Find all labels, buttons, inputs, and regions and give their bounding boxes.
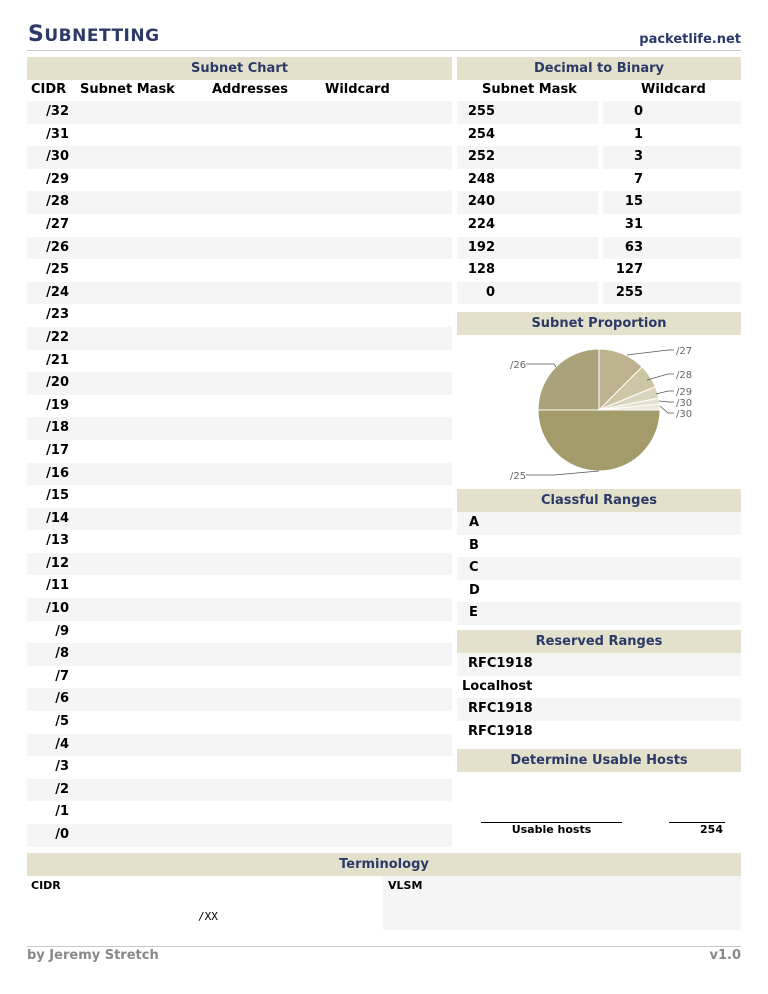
cidr-value: /7	[55, 668, 69, 684]
subnet-chart-column-headers	[27, 80, 452, 102]
page-title: SUBNETTING	[28, 22, 160, 47]
subnet-chart-row	[27, 237, 452, 260]
subnet-chart-row	[27, 734, 452, 757]
subnet-chart-row	[27, 304, 452, 327]
subnet-chart-row	[27, 643, 452, 666]
subnet-chart-row	[27, 711, 452, 734]
pie-leader-line	[526, 471, 599, 475]
subnet-chart-row	[27, 530, 452, 553]
cidr-value: /5	[55, 714, 69, 730]
reserved-range-row: Localhost	[462, 678, 533, 694]
mask-value: 248	[467, 171, 495, 187]
cidr-value: /3	[55, 759, 69, 775]
mask-value: 192	[467, 239, 495, 255]
column-header-addresses: Addresses	[212, 82, 288, 97]
subnet-chart-row	[27, 101, 452, 124]
pie-slice-label: /26	[510, 360, 527, 371]
wildcard-cell	[603, 259, 741, 282]
decimal-to-binary-row	[457, 169, 741, 192]
footer-author: by Jeremy Stretch	[27, 948, 159, 963]
cidr-value: /23	[46, 307, 69, 323]
decimal-to-binary-row	[457, 146, 741, 169]
cidr-value: /8	[55, 646, 69, 662]
subnet-chart-row	[27, 282, 452, 305]
cidr-value: /12	[46, 555, 69, 571]
cidr-value: /14	[46, 510, 69, 526]
pie-slice-label: /28	[676, 370, 693, 381]
pie-leader-line	[647, 374, 674, 380]
wildcard-value: 1	[633, 126, 643, 142]
cidr-value: /11	[46, 578, 69, 594]
usable-hosts-heading: Determine Usable Hosts	[457, 749, 741, 772]
subnet-chart-row	[27, 146, 452, 169]
cidr-value: /10	[46, 601, 69, 617]
terminology-vlsm-label: VLSM	[388, 879, 423, 892]
cidr-value: /21	[46, 352, 69, 368]
reserved-range-row: RFC1918	[457, 653, 741, 676]
column-header-subnet-mask: Subnet Mask	[482, 82, 577, 97]
cidr-value: /32	[46, 104, 69, 119]
mask-cell	[457, 101, 598, 124]
classful-range-row: D	[469, 582, 480, 598]
mask-cell	[457, 237, 598, 260]
decimal-to-binary-row	[457, 259, 741, 282]
subnet-chart-row	[27, 801, 452, 824]
mask-cell	[457, 214, 598, 237]
wildcard-value: 15	[624, 194, 643, 210]
cidr-value: /2	[55, 781, 69, 797]
mask-cell	[457, 191, 598, 214]
terminology-cidr-example: /XX	[198, 910, 218, 923]
usable-hosts-value: 254	[700, 823, 723, 836]
wildcard-value: 63	[624, 239, 643, 255]
subnet-chart-row	[27, 124, 452, 147]
cidr-value: /28	[46, 194, 69, 210]
reserved-ranges-heading: Reserved Ranges	[457, 630, 741, 653]
cidr-value: /24	[46, 284, 69, 300]
pie-leader-line	[660, 406, 674, 413]
column-header-cidr: CIDR	[31, 82, 67, 97]
mask-value: 255	[467, 104, 495, 119]
cidr-value: /19	[46, 397, 69, 413]
subnet-chart-row	[27, 575, 452, 598]
terminology-cidr-label: CIDR	[31, 879, 61, 892]
subnet-chart-row	[27, 372, 452, 395]
pie-slice-label: /30	[676, 409, 693, 420]
mask-value: 252	[467, 149, 495, 165]
cidr-value: /15	[46, 488, 69, 504]
wildcard-value: 255	[615, 284, 643, 300]
subnet-chart-row	[27, 350, 452, 373]
subnet-chart-rows	[27, 101, 452, 847]
cidr-value: /1	[55, 804, 69, 820]
subnet-chart-row	[27, 395, 452, 418]
cidr-value: /29	[46, 171, 69, 187]
pie-slice	[538, 410, 660, 471]
classful-ranges-rows	[457, 512, 741, 625]
mask-cell	[457, 259, 598, 282]
cidr-value: /31	[46, 126, 69, 142]
subnet-chart-row	[27, 621, 452, 644]
wildcard-value: 3	[633, 149, 643, 165]
classful-range-row: A	[457, 512, 741, 535]
cidr-value: /20	[46, 375, 69, 391]
subnet-chart-row	[27, 688, 452, 711]
mask-cell	[457, 282, 598, 305]
classful-range-row: B	[469, 537, 479, 553]
column-header-subnet-mask: Subnet Mask	[80, 82, 175, 97]
pie-slice	[538, 349, 599, 410]
wildcard-value: 0	[633, 104, 643, 119]
wildcard-cell	[603, 169, 741, 192]
cidr-value: /22	[46, 329, 69, 345]
reserved-ranges-rows	[457, 653, 741, 743]
cidr-value: /26	[46, 239, 69, 255]
classful-range-row: C	[457, 557, 741, 580]
subnet-proportion-heading: Subnet Proportion	[457, 312, 741, 335]
cidr-value: /17	[46, 442, 69, 458]
subnet-chart-row	[27, 598, 452, 621]
mask-value: 254	[467, 126, 495, 142]
footer-version: v1.0	[709, 948, 741, 963]
cidr-value: /25	[46, 262, 69, 278]
terminology-heading: Terminology	[27, 853, 741, 876]
decimal-to-binary-row	[457, 101, 741, 124]
cidr-value: /13	[46, 533, 69, 549]
cidr-value: /9	[55, 623, 69, 639]
subnet-chart-row	[27, 259, 452, 282]
cidr-value: /16	[46, 465, 69, 481]
cidr-value: /30	[46, 149, 69, 165]
wildcard-value: 7	[633, 171, 643, 187]
subnet-chart-row	[27, 191, 452, 214]
subnet-proportion-pie-chart	[457, 335, 741, 487]
wildcard-cell	[603, 101, 741, 124]
mask-value: 0	[485, 284, 495, 300]
column-header-wildcard: Wildcard	[641, 82, 706, 97]
decimal-to-binary-row	[457, 282, 741, 305]
subnet-chart-heading: Subnet Chart	[27, 57, 452, 80]
wildcard-cell	[603, 214, 741, 237]
decimal-to-binary-row	[457, 214, 741, 237]
pie-leader-line	[526, 364, 556, 367]
subnet-chart-row	[27, 417, 452, 440]
cidr-value: /18	[46, 420, 69, 436]
wildcard-cell	[603, 237, 741, 260]
pie-leader-line	[659, 401, 674, 402]
wildcard-value: 127	[615, 262, 643, 278]
classful-range-row: E	[457, 602, 741, 625]
pie-slice-label: /29	[676, 387, 693, 398]
usable-hosts-label: Usable hosts	[511, 823, 592, 836]
cidr-value: /6	[55, 691, 69, 707]
subnet-chart-row	[27, 779, 452, 802]
subnet-chart-row	[27, 553, 452, 576]
decimal-to-binary-heading: Decimal to Binary	[457, 57, 741, 80]
cidr-value: /27	[46, 216, 69, 232]
header-divider	[27, 50, 741, 51]
subnet-chart-row	[27, 214, 452, 237]
footer-divider	[27, 946, 741, 947]
subnet-chart-row	[27, 485, 452, 508]
cidr-value: /0	[55, 827, 69, 842]
column-header-wildcard: Wildcard	[325, 82, 390, 97]
subnet-chart-row	[27, 327, 452, 350]
mask-value: 224	[467, 216, 495, 232]
subnet-chart-row	[27, 169, 452, 192]
subnet-chart-row	[27, 824, 452, 847]
decimal-to-binary-rows	[457, 101, 741, 304]
reserved-range-row: RFC1918	[457, 698, 741, 721]
pie-leader-line	[627, 350, 674, 355]
wildcard-cell	[603, 124, 741, 147]
wildcard-cell	[603, 191, 741, 214]
wildcard-cell	[603, 146, 741, 169]
mask-cell	[457, 124, 598, 147]
classful-ranges-heading: Classful Ranges	[457, 489, 741, 512]
pie-leader-line	[656, 391, 674, 394]
decimal-to-binary-row	[457, 237, 741, 260]
decimal-to-binary-row	[457, 191, 741, 214]
wildcard-value: 31	[624, 216, 643, 232]
mask-cell	[457, 146, 598, 169]
pie-slice-label: /30	[676, 398, 693, 409]
mask-cell	[457, 169, 598, 192]
decimal-to-binary-row	[457, 124, 741, 147]
cidr-value: /4	[55, 736, 69, 752]
subnet-chart-row	[27, 508, 452, 531]
terminology-vlsm-box	[383, 876, 741, 930]
subnet-chart-row	[27, 756, 452, 779]
reserved-range-row: RFC1918	[468, 723, 533, 739]
decimal-to-binary-column-headers	[457, 80, 741, 102]
pie-slice-label: /25	[510, 471, 527, 482]
subnet-chart-row	[27, 666, 452, 689]
mask-value: 128	[467, 262, 495, 278]
pie-slice-label: /27	[676, 346, 693, 357]
subnet-chart-row	[27, 463, 452, 486]
wildcard-cell	[603, 282, 741, 305]
mask-value: 240	[467, 194, 495, 210]
site-name: packetlife.net	[639, 32, 741, 47]
subnet-chart-row	[27, 440, 452, 463]
